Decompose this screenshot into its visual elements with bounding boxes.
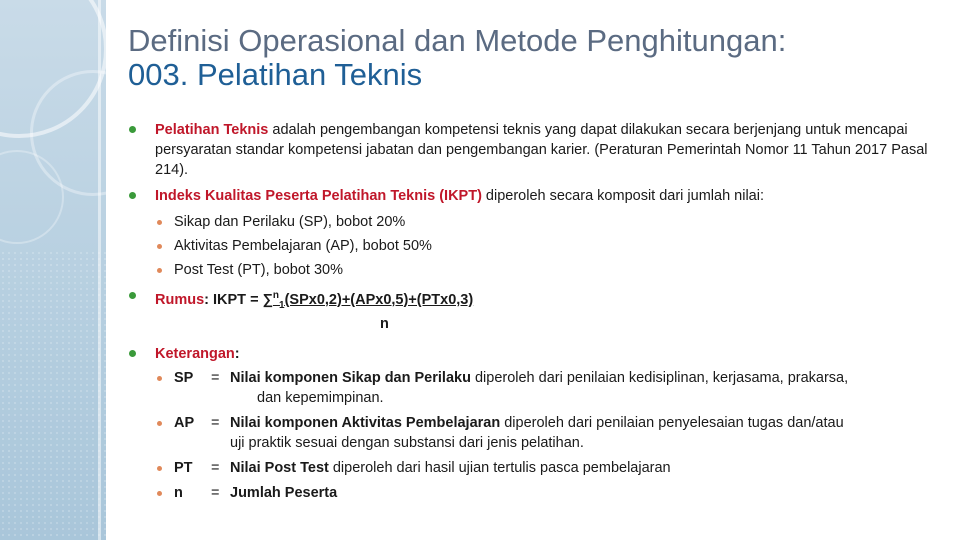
title-line-1: Definisi Operasional dan Metode Penghitungan: xyxy=(128,23,787,58)
ikpt-text: diperoleh secara komposit dari jumlah nilai: xyxy=(481,188,764,204)
sub-bullet: Post Test (PT), bobot 30% xyxy=(155,260,928,280)
slide-body xyxy=(128,120,928,507)
slide-title xyxy=(128,24,786,92)
definition-text: adalah pengembangan kompetensi teknis yang dapat dilakukan secara berjenjang untuk mencapai persyaratan standar kompetensi jabatan dan pengembangan karier. (Peraturan Pemerintah Nomor 11 Tahun 2017 Pasal 214). xyxy=(155,122,928,178)
bullet-dot-icon xyxy=(129,126,136,133)
sub-bullet: Sikap dan Perilaku (SP), bobot 20% xyxy=(155,212,928,232)
sub-bullet-dot-icon xyxy=(157,376,162,381)
rumus-label: Rumus xyxy=(155,291,205,308)
term-pelatihan-teknis: Pelatihan Teknis xyxy=(155,122,269,138)
formula-denominator: n xyxy=(380,315,389,332)
keterangan-item-pt: PT = Nilai Post Test diperoleh dari hasil ujian tertulis pasca pembelajaran xyxy=(155,458,928,478)
bullet-ikpt xyxy=(128,186,928,206)
decorative-sidebar xyxy=(0,0,106,540)
sub-bullet-dot-icon xyxy=(157,268,162,273)
bullet-rumus: Rumus: IKPT = ∑$^n_1$(SPx0,2)+(APx0,5)+(PTx0,3) xyxy=(128,286,928,316)
sub-bullet-dot-icon xyxy=(157,466,162,471)
sub-bullet-dot-icon xyxy=(157,491,162,496)
term-ikpt: Indeks Kualitas Peserta Pelatihan Teknis (IKPT) xyxy=(155,188,482,204)
keterangan-item-ap: AP = Nilai komponen Aktivitas Pembelajaran diperoleh dari penilaian penyelesaian tugas dan/atau uji praktik sesuai dengan substansi dari jenis pelatihan. xyxy=(155,413,928,453)
keterangan-item-sp: SP = Nilai komponen Sikap dan Perilaku diperoleh dari penilaian kedisiplinan, kerjasama, prakarsa, dan kepemimpinan. xyxy=(155,368,928,408)
bullet-dot-icon xyxy=(129,192,136,199)
keterangan-item-n: n = Jumlah Peserta xyxy=(155,483,928,503)
bullet-pelatihan-teknis xyxy=(128,120,928,180)
bullet-dot-icon xyxy=(129,292,136,299)
keterangan-label: Keterangan xyxy=(155,345,235,362)
formula-numerator: ∑$^n_1$(SPx0,2)+(APx0,5)+(PTx0,3) xyxy=(262,290,474,311)
sub-bullet: Aktivitas Pembelajaran (AP), bobot 50% xyxy=(155,236,928,256)
sub-bullet-dot-icon xyxy=(157,244,162,249)
sub-bullet-dot-icon xyxy=(157,220,162,225)
bullet-keterangan: Keterangan: xyxy=(128,344,928,364)
bullet-dot-icon xyxy=(129,350,136,357)
title-line-2: 003. Pelatihan Teknis xyxy=(128,57,423,92)
sub-bullet-dot-icon xyxy=(157,421,162,426)
